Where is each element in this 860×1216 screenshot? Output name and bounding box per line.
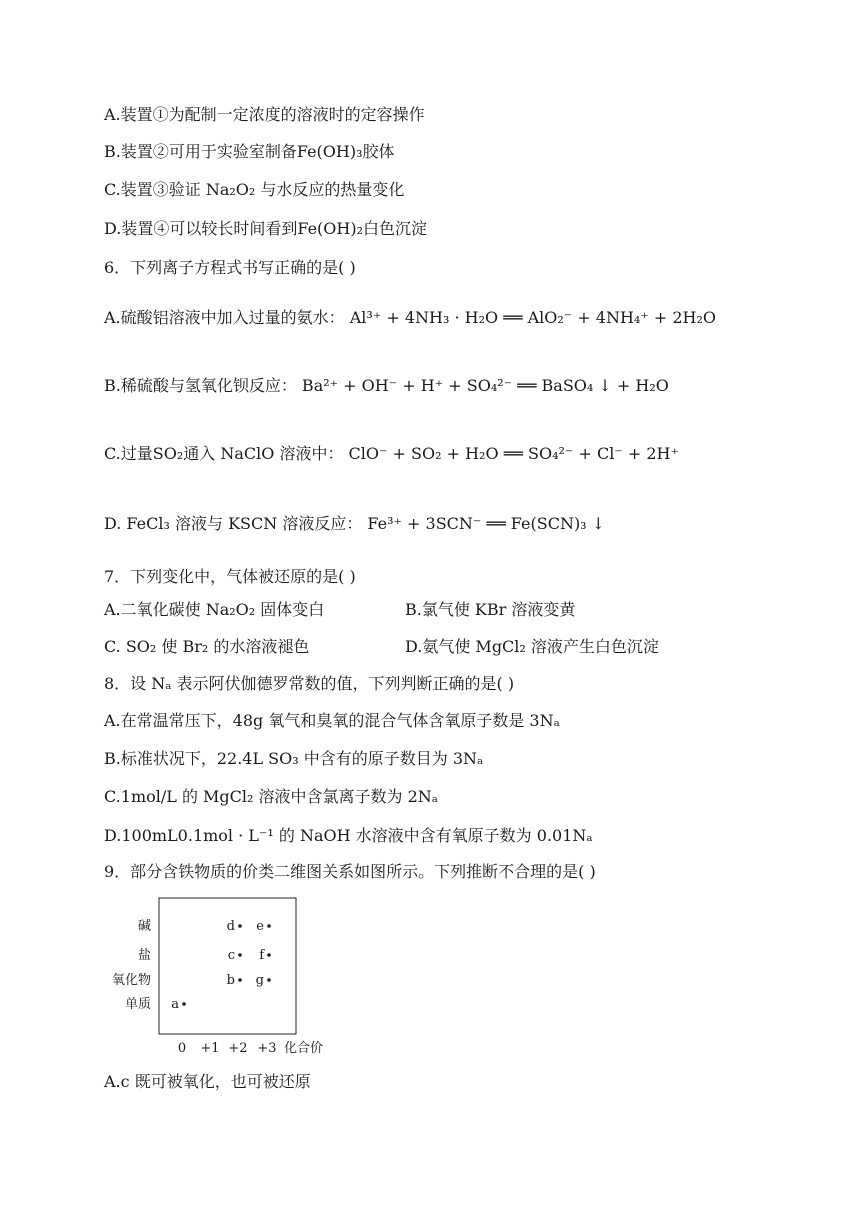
diagram-svg — [104, 894, 344, 1064]
q7-option-a: A.二氧化碳使 Na₂O₂ 固体变白 — [104, 600, 325, 619]
point-dot — [238, 924, 242, 928]
point-label: b — [226, 973, 235, 988]
q7-option-b: B.氯气使 KBr 溶液变黄 — [405, 600, 576, 619]
point-dot — [267, 924, 271, 928]
question-7: 7．下列变化中，气体被还原的是( ) — [104, 567, 356, 586]
q8-option-b: B.标准状况下，22.4L SO₃ 中含有的原子数目为 3Nₐ — [104, 749, 484, 768]
q6-option-c: C.过量SO₂通入 NaClO 溶液中： ClO⁻ + SO₂ + H₂O ══ SO₄²⁻ + Cl⁻ + 2H⁺ — [104, 444, 679, 463]
x-tick-label: +1 — [200, 1041, 220, 1056]
q7-option-c: C. SO₂ 使 Br₂ 的水溶液褪色 — [104, 637, 310, 656]
y-label: 盐 — [137, 948, 151, 963]
point-label: a — [171, 997, 179, 1012]
x-tick-label: 0 — [177, 1041, 187, 1056]
q8-option-d: D.100mL0.1mol · L⁻¹ 的 NaOH 水溶液中含有氧原子数为 0.01Nₐ — [104, 826, 593, 845]
point-label: d — [226, 919, 235, 934]
x-axis-title: 化合价 — [284, 1041, 324, 1056]
q5-option-a: A.装置①为配制一定浓度的溶液时的定容操作 — [104, 105, 425, 124]
point-label: e — [256, 919, 264, 934]
point-dot — [267, 978, 271, 982]
q8-option-c: C.1mol/L 的 MgCl₂ 溶液中含氯离子数为 2Nₐ — [104, 787, 438, 806]
y-label: 碱 — [137, 919, 151, 934]
q9-option-a: A.c 既可被氧化，也可被还原 — [104, 1072, 311, 1091]
point-label: g — [255, 973, 264, 988]
iron-valence-category-diagram — [104, 894, 344, 1064]
y-label: 氧化物 — [111, 973, 151, 988]
y-label: 单质 — [124, 997, 151, 1012]
point-dot — [238, 978, 242, 982]
point-label: c — [227, 948, 235, 963]
q5-option-d: D.装置④可以较长时间看到Fe(OH)₂白色沉淀 — [104, 219, 428, 238]
point-dot — [267, 953, 271, 957]
point-label: f — [259, 948, 264, 963]
x-tick-label: +3 — [257, 1041, 277, 1056]
q6-option-d: D. FeCl₃ 溶液与 KSCN 溶液反应： Fe³⁺ + 3SCN⁻ ══ Fe(SCN)₃ ↓ — [104, 514, 606, 533]
question-9: 9．部分含铁物质的价类二维图关系如图所示。下列推断不合理的是( ) — [104, 862, 596, 881]
point-dot — [238, 953, 242, 957]
point-dot — [182, 1002, 186, 1006]
question-8: 8．设 Nₐ 表示阿伏伽德罗常数的值，下列判断正确的是( ) — [104, 674, 515, 693]
q6-option-b: B.稀硫酸与氢氧化钡反应： Ba²⁺ + OH⁻ + H⁺ + SO₄²⁻ ══ BaSO₄ ↓ + H₂O — [104, 376, 669, 395]
q6-option-a: A.硫酸铝溶液中加入过量的氨水： Al³⁺ + 4NH₃ · H₂O ══ AlO₂⁻ + 4NH₄⁺ + 2H₂O — [104, 308, 717, 327]
q8-option-a: A.在常温常压下，48g 氧气和臭氧的混合气体含氧原子数是 3Nₐ — [104, 711, 560, 730]
x-tick-label: +2 — [228, 1041, 248, 1056]
q7-option-d: D.氨气使 MgCl₂ 溶液产生白色沉淀 — [405, 637, 659, 656]
q5-option-b: B.装置②可用于实验室制备Fe(OH)₃胶体 — [104, 142, 395, 161]
q5-option-c: C.装置③验证 Na₂O₂ 与水反应的热量变化 — [104, 180, 405, 199]
question-6: 6．下列离子方程式书写正确的是( ) — [104, 258, 356, 277]
